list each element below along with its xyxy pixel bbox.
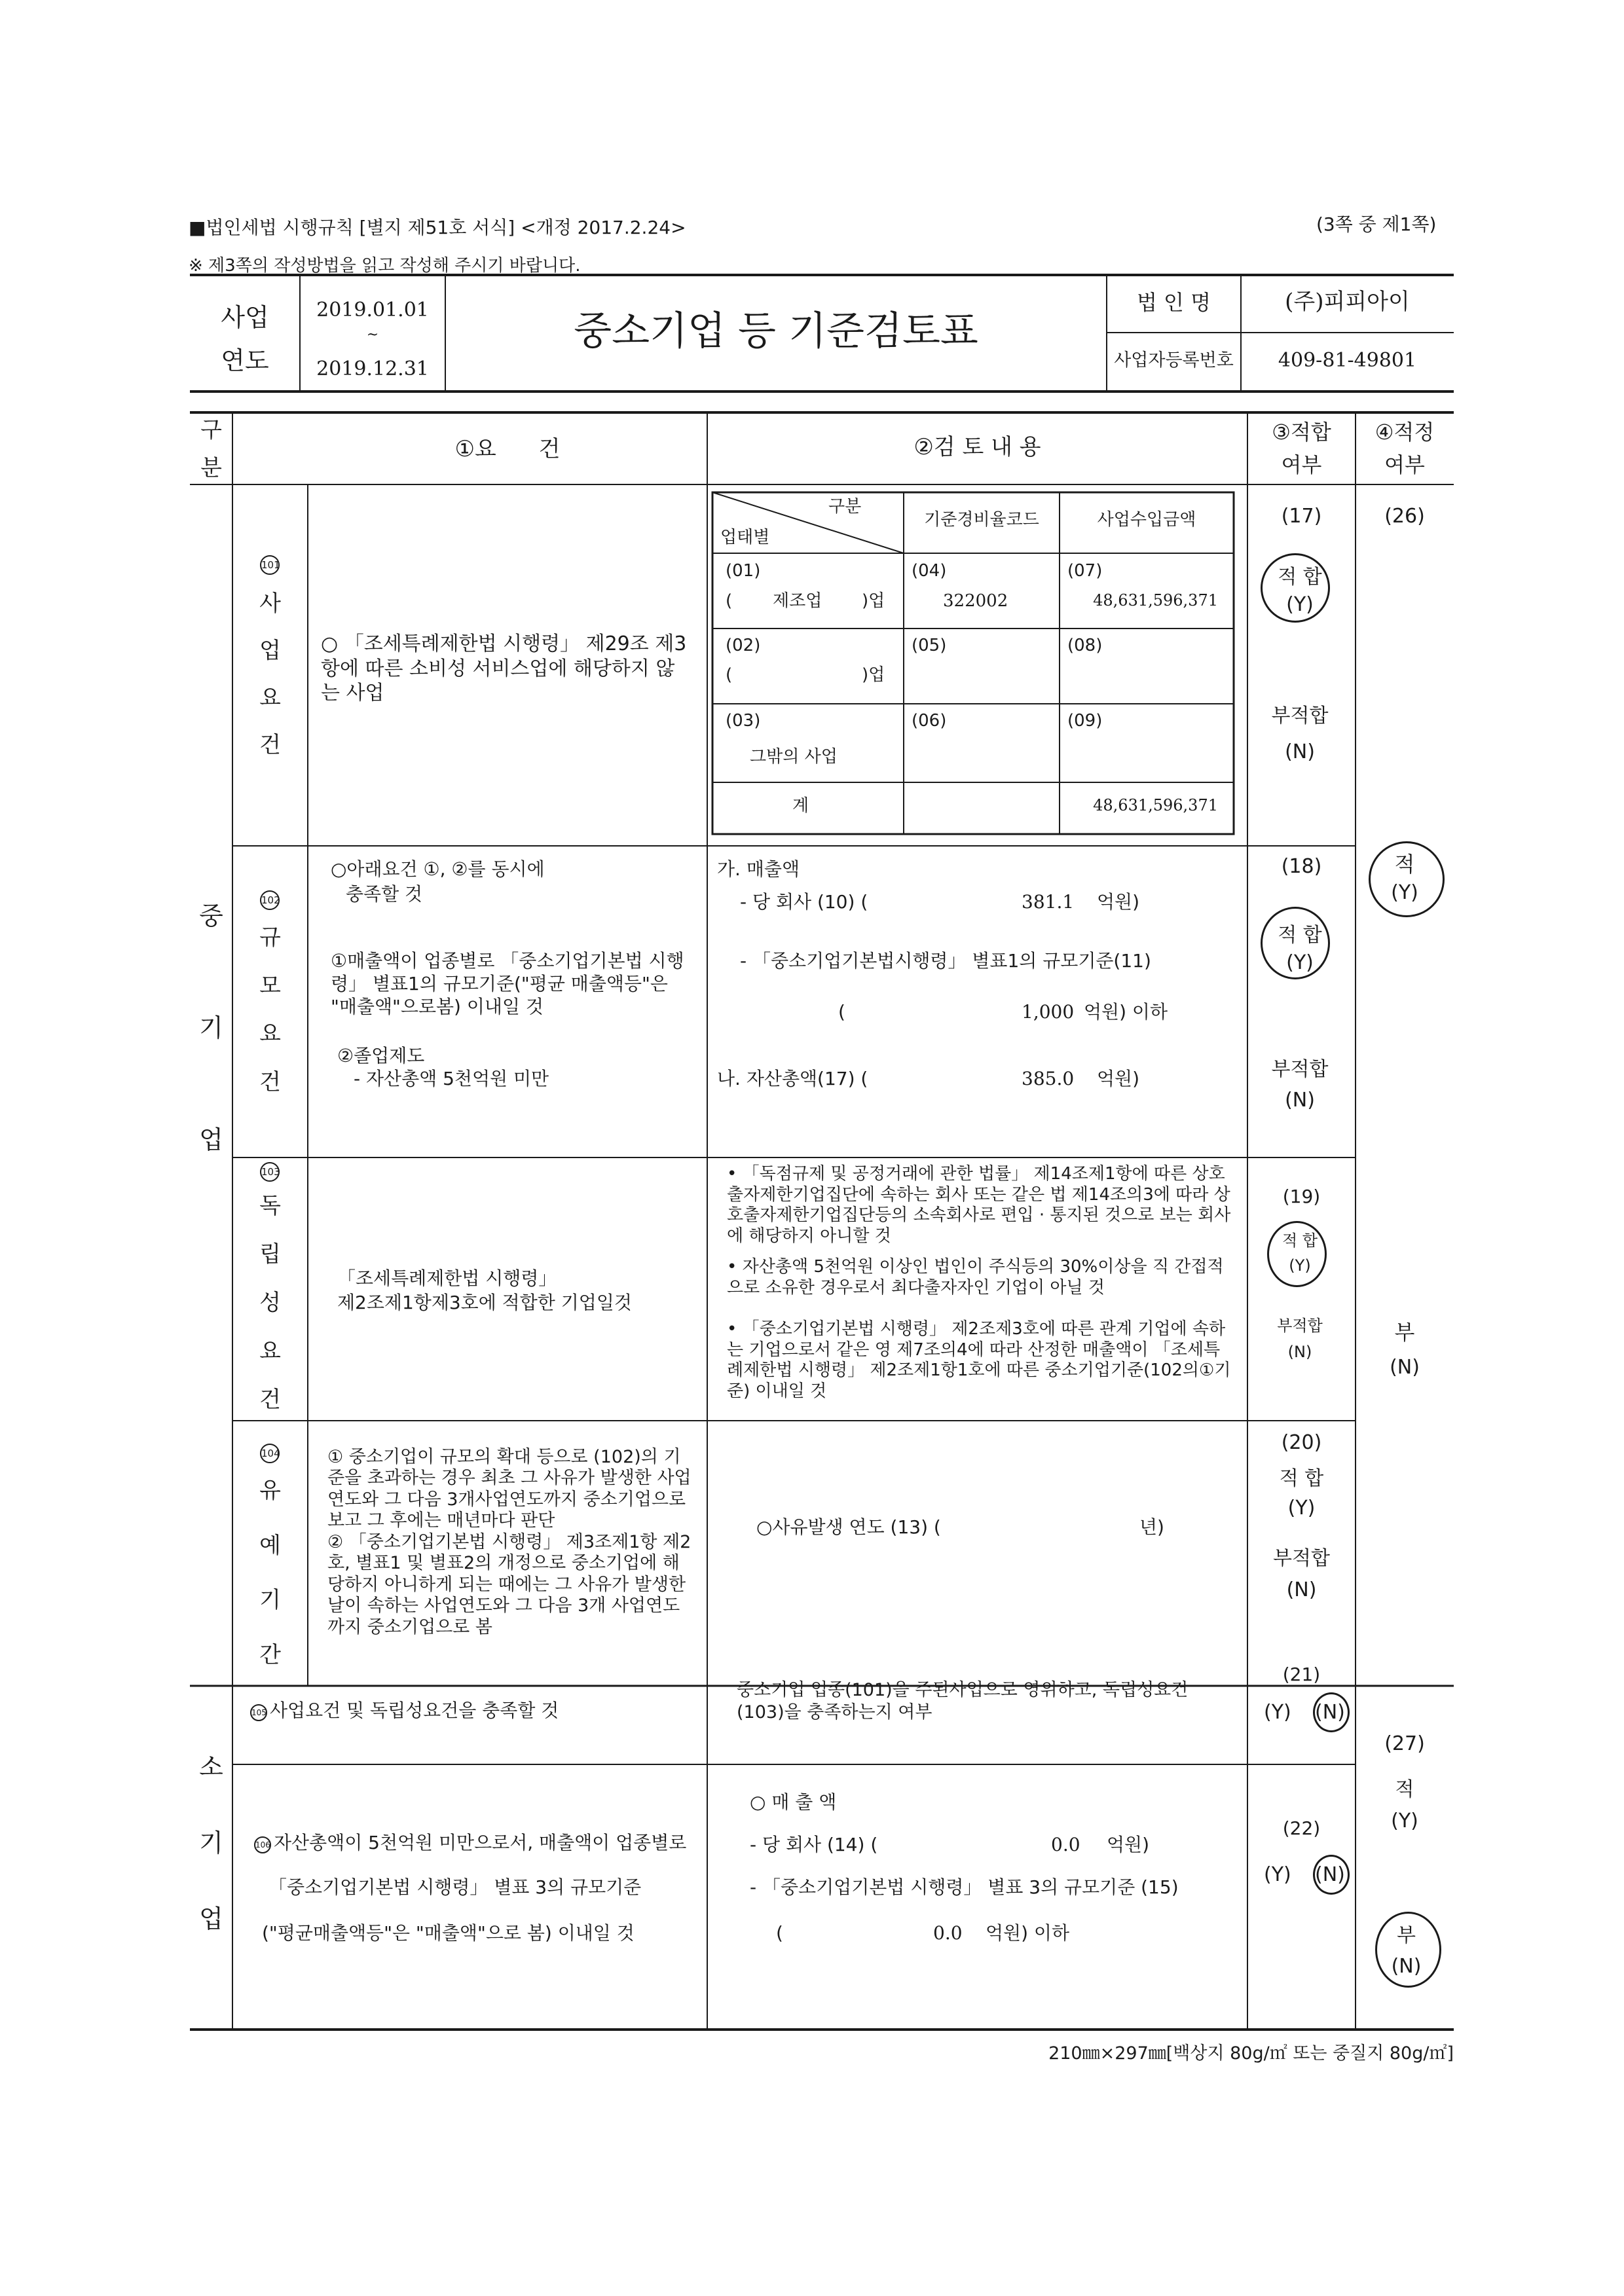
row-101-label [232, 592, 308, 756]
inner-row-3-code-no: (06) [912, 711, 947, 731]
period-end: 2019.12.31 [316, 357, 429, 380]
row-106-fit-no: (22) [1282, 1817, 1321, 1839]
form-source: ■법인세법 시행규칙 [별지 제51호 서식] <개정 2017.2.24> [189, 217, 686, 238]
section-small-char: 업 [199, 1904, 223, 1933]
label-char: 요 [259, 1021, 281, 1048]
instruction-note: ※ 제3쪽의 작성방법을 읽고 작성해 주시기 바랍니다. [189, 256, 581, 276]
year-label-bottom: 연도 [221, 346, 269, 375]
inner-row-3-name: 그밖의 사업 [750, 747, 838, 767]
row-101-fit-yes-2: (Y) [1286, 593, 1314, 616]
row-102-rev-a2: - 「중소기업기본법시행령」 별표1의 규모기준(11) [740, 950, 1151, 972]
inner-row-1-amount: 48,631,596,371 [1093, 591, 1218, 610]
row-103-fit-no-2: (N) [1287, 1343, 1312, 1361]
inner-row-1-name: 제조업 [773, 591, 822, 611]
row-104-req-1: ① 중소기업이 규모의 확대 등으로 (102)의 기준을 초과하는 경우 최초 그 사유가 발생한 사업연도와 그 다음 3개사업연도까지 중소기업으로 보고 그 후에는 매년마다 판단 [327, 1447, 692, 1531]
year-label-top: 사업 [221, 303, 269, 332]
row-105-number: 105 [250, 1704, 267, 1721]
row-101-fit-no: (17) [1281, 505, 1322, 528]
inner-row-2-no: (02) [726, 636, 761, 655]
section-sme-char: 기 [199, 1013, 223, 1042]
row-106-proper-2: (Y) [1391, 1810, 1418, 1832]
label-char: 규 [259, 924, 281, 951]
row-102-fit-no-1: 부적합 [1271, 1058, 1329, 1081]
row-104-fit-yes-2: (Y) [1287, 1497, 1316, 1520]
row-102-rev-a1-prefix: - 당 회사 (10) ( [740, 891, 868, 913]
row-106-proper-3: 부 [1397, 1924, 1416, 1947]
inner-row-1-amount-no: (07) [1067, 561, 1103, 581]
inner-row-1-close: )업 [862, 591, 885, 611]
row-104-number: 104 [260, 1444, 280, 1463]
row-104-label [232, 1480, 308, 1666]
inner-col-code: 기준경비율코드 [924, 510, 1039, 530]
row-102-req-1: ①매출액이 업종별로 「중소기업기본법 시행령」 별표1의 규모기준("평균 매출액등"은 "매출액"으로봄) 이내일 것 [331, 950, 684, 1017]
row-104-rev-suffix: 년) [1139, 1516, 1164, 1538]
row-105-fit-y: (Y) [1264, 1701, 1291, 1724]
inner-total-amount: 48,631,596,371 [1093, 796, 1218, 814]
row-101-fit-no-2: (N) [1285, 740, 1315, 763]
row-106-rev-1-value: 0.0 [1051, 1834, 1080, 1855]
inner-corner-top: 구분 [828, 497, 862, 517]
paper-spec: 210㎜×297㎜[백상지 80g/㎡ 또는 중질지 80g/㎡] [1048, 2043, 1454, 2064]
row-102-rev-b-prefix: 나. 자산총액(17) ( [717, 1068, 868, 1089]
row-104-fit-no-1: 부적합 [1273, 1547, 1330, 1570]
inner-row-1-open: ( [726, 591, 733, 611]
inner-total-label: 계 [792, 796, 809, 816]
row-103-req-2: 제2조제1항제3호에 적합한 기업일것 [337, 1292, 632, 1313]
row-106-proper-1: 적 [1395, 1778, 1414, 1801]
col-gubun-char-1: 구 [200, 417, 222, 443]
row-106-rev-3-value: 0.0 [933, 1922, 963, 1944]
row-102-number: 102 [260, 890, 280, 910]
row-103-rev-3: • 「중소기업기본법 시행령」 제2조제3호에 따른 관계 기업에 속하는 기업으로서 같은 영 제7조의4에 따라 산정한 매출액이 「조세특례제한법 시행령」 제2조제1항1호에 따른 중소기업기준(102의①기준) 이내일 것 [727, 1319, 1231, 1402]
col-proper-header-1: ④적정 [1375, 420, 1435, 445]
label-char: 립 [259, 1241, 281, 1267]
corp-name-value: (주)피피아이 [1285, 289, 1410, 315]
row-106-rev-3-prefix: ( [776, 1922, 783, 1944]
inner-row-2-close: )업 [862, 665, 885, 685]
period-tilde: ~ [366, 327, 379, 343]
row-106-proper-4: (N) [1391, 1955, 1422, 1978]
period-start: 2019.01.01 [316, 299, 429, 321]
label-char: 유 [259, 1478, 281, 1504]
row-102-fit-yes-2: (Y) [1286, 951, 1314, 974]
row-103-label [232, 1195, 308, 1411]
label-char: 업 [259, 638, 281, 664]
row-102-req-intro-2: 충족할 것 [346, 883, 423, 905]
row-105-review: 중소기업 업종(101)을 주된사업으로 영위하고, 독립성요건(103)을 충족하는지 여부 [737, 1680, 1189, 1722]
section-small-char: 소 [199, 1753, 223, 1781]
row-102-req-2-title: ②졸업제도 [337, 1045, 425, 1066]
row-105-fit-n: (N) [1315, 1701, 1345, 1724]
inner-row-3-amount-no: (09) [1067, 711, 1103, 731]
inner-row-2-code-no: (05) [912, 636, 947, 655]
corp-name-label: 법 인 명 [1136, 290, 1211, 315]
row-106-req-1: 자산총액이 5천억원 미만으로서, 매출액이 업종별로 [274, 1832, 687, 1853]
section-sme-label [190, 903, 232, 1152]
row-102-rev-a1-suffix: 억원) [1097, 891, 1140, 913]
row-106-rev-2: - 「중소기업기본법 시행령」 별표 3의 규모기준 (15) [750, 1876, 1179, 1898]
row-104-fit-no: (20) [1281, 1431, 1322, 1454]
row-103-fit-yes-1: 적 합 [1282, 1231, 1318, 1250]
row-102-rev-b-value: 385.0 [1022, 1068, 1075, 1089]
row-106-proper-no: (27) [1384, 1732, 1425, 1755]
label-char: 건 [259, 1068, 281, 1095]
row-106-fit-n: (N) [1315, 1863, 1345, 1886]
row-102-proper-2: (Y) [1391, 881, 1418, 904]
row-103-rev-2: • 자산총액 5천억원 이상인 법인이 주식등의 30%이상을 직 간접적으로 소유한 경우로서 최다출자자인 기업이 아닐 것 [727, 1257, 1224, 1298]
row-106-fit-y: (Y) [1264, 1863, 1291, 1886]
label-char: 간 [259, 1641, 281, 1668]
row-106-rev-3-suffix: 억원) 이하 [986, 1922, 1070, 1944]
row-106-req-2: 「중소기업기본법 시행령」 별표 3의 규모기준 [268, 1876, 642, 1898]
row-101-requirement: ○ 「조세특례제한법 시행령」 제29조 제3항에 따른 소비성 서비스업에 해당하지 않는 사업 [321, 632, 687, 704]
row-106-req-3: ("평균매출액등"은 "매출액"으로 봄) 이내일 것 [262, 1922, 635, 1944]
row-102-rev-a1-value: 381.1 [1022, 891, 1075, 913]
inner-row-2-amount-no: (08) [1067, 636, 1103, 655]
row-102-rev-a2-suffix: 억원) 이하 [1084, 1001, 1168, 1023]
biz-no-label: 사업자등록번호 [1114, 350, 1234, 371]
row-102-fit-no-2: (N) [1285, 1089, 1315, 1112]
label-char: 성 [259, 1290, 281, 1316]
label-char: 건 [259, 1387, 281, 1413]
inner-col-amount: 사업수입금액 [1097, 510, 1196, 530]
row-103-proper-2: (N) [1390, 1356, 1420, 1379]
row-103-req-1: 「조세특례제한법 시행령」 [337, 1267, 557, 1289]
inner-row-1-no: (01) [726, 561, 761, 581]
row-101-number: 101 [260, 555, 280, 575]
col-gubun-char-2: 분 [200, 455, 222, 481]
col-proper-header-2: 여부 [1384, 452, 1425, 477]
row-102-req-intro-1: ○아래요건 ①, ②를 동시에 [331, 858, 545, 880]
row-104-fit-no-2: (N) [1286, 1578, 1317, 1601]
page-info: (3쪽 중 제1쪽) [1316, 213, 1437, 235]
inner-row-1-code-no: (04) [912, 561, 947, 581]
row-102-fit-yes-1: 적 합 [1278, 924, 1322, 947]
col-gubun-label [190, 419, 232, 479]
row-105-fit-no: (21) [1282, 1664, 1321, 1685]
row-102-req-2-text: - 자산총액 5천억원 미만 [354, 1068, 549, 1089]
row-103-proper-1: 부 [1394, 1320, 1415, 1345]
section-sme-char: 업 [199, 1125, 223, 1154]
row-103-rev-1: • 「독점규제 및 공정거래에 관한 법률」 제14조제1항에 따른 상호출자제한기업집단에 속하는 회사 또는 같은 법 제14조의3에 따라 상호출자제한기업집단등의 소속회사로 편입 · 통지된 것으로 보는 회사에 해당하지 아니할 것 [727, 1164, 1231, 1247]
label-char: 사 [259, 591, 281, 617]
label-char: 모 [259, 972, 281, 999]
col-requirement-header: ①요 건 [454, 436, 561, 462]
inner-row-3-no: (03) [726, 711, 761, 731]
inner-row-1-code: 322002 [943, 591, 1008, 611]
col-fit-header-2: 여부 [1281, 452, 1322, 477]
row-102-rev-a2-value: 1,000 [1022, 1001, 1075, 1023]
row-102-rev-a: 가. 매출액 [717, 858, 800, 880]
row-102-rev-b-suffix: 억원) [1097, 1068, 1140, 1089]
row-102-fit-no: (18) [1281, 855, 1322, 878]
biz-no-value: 409-81-49801 [1278, 349, 1417, 372]
label-char: 기 [259, 1587, 281, 1614]
row-102-rev-a2-prefix: ( [838, 1001, 845, 1023]
row-106-rev-1-prefix: - 당 회사 (14) ( [750, 1834, 878, 1855]
label-char: 독 [259, 1193, 281, 1219]
label-char: 건 [259, 732, 281, 758]
label-char: 요 [259, 1338, 281, 1364]
label-char: 요 [259, 685, 281, 711]
section-sme-char: 중 [199, 902, 223, 930]
row-102-label [232, 926, 308, 1093]
row-103-fit-yes-2: (Y) [1289, 1256, 1311, 1275]
row-101-fit-no-1: 부적합 [1271, 704, 1329, 727]
row-103-fit-no: (19) [1282, 1186, 1321, 1207]
col-review-header: ②검 토 내 용 [913, 434, 1041, 460]
section-small-char: 기 [199, 1829, 223, 1857]
row-106-rev-head: ○ 매 출 액 [750, 1791, 837, 1813]
label-char: 예 [259, 1532, 281, 1559]
section-small-label [190, 1755, 232, 1931]
row-103-number: 103 [260, 1162, 280, 1182]
row-101-fit-yes-1: 적 합 [1278, 566, 1322, 589]
inner-row-2-open: ( [726, 665, 733, 685]
row-103-fit-no-1: 부적합 [1277, 1317, 1323, 1335]
page-title: 중소기업 등 기준검토표 [574, 308, 978, 354]
col-fit-header-1: ③적합 [1272, 420, 1331, 445]
row-104-rev-prefix: ○사유발생 연도 (13) ( [756, 1516, 941, 1538]
row-105-requirement: 사업요건 및 독립성요건을 충족할 것 [270, 1700, 559, 1721]
row-102-proper-1: 적 [1394, 852, 1415, 877]
row-104-req-2: ② 「중소기업기본법 시행령」 제3조제1항 제2호, 별표1 및 별표2의 개정으로 중소기업에 해당하지 아니하게 되는 때에는 그 사유가 발생한 날이 속하는 사업연도와 그 다음 3개 사업연도까지 중소기업으로 봄 [327, 1532, 692, 1637]
row-101-proper-no: (26) [1384, 505, 1425, 528]
inner-corner-bottom: 업태별 [720, 528, 770, 547]
row-106-rev-1-suffix: 억원) [1107, 1834, 1150, 1855]
row-104-fit-yes-1: 적 합 [1279, 1467, 1324, 1490]
row-106-number: 106 [254, 1836, 271, 1853]
